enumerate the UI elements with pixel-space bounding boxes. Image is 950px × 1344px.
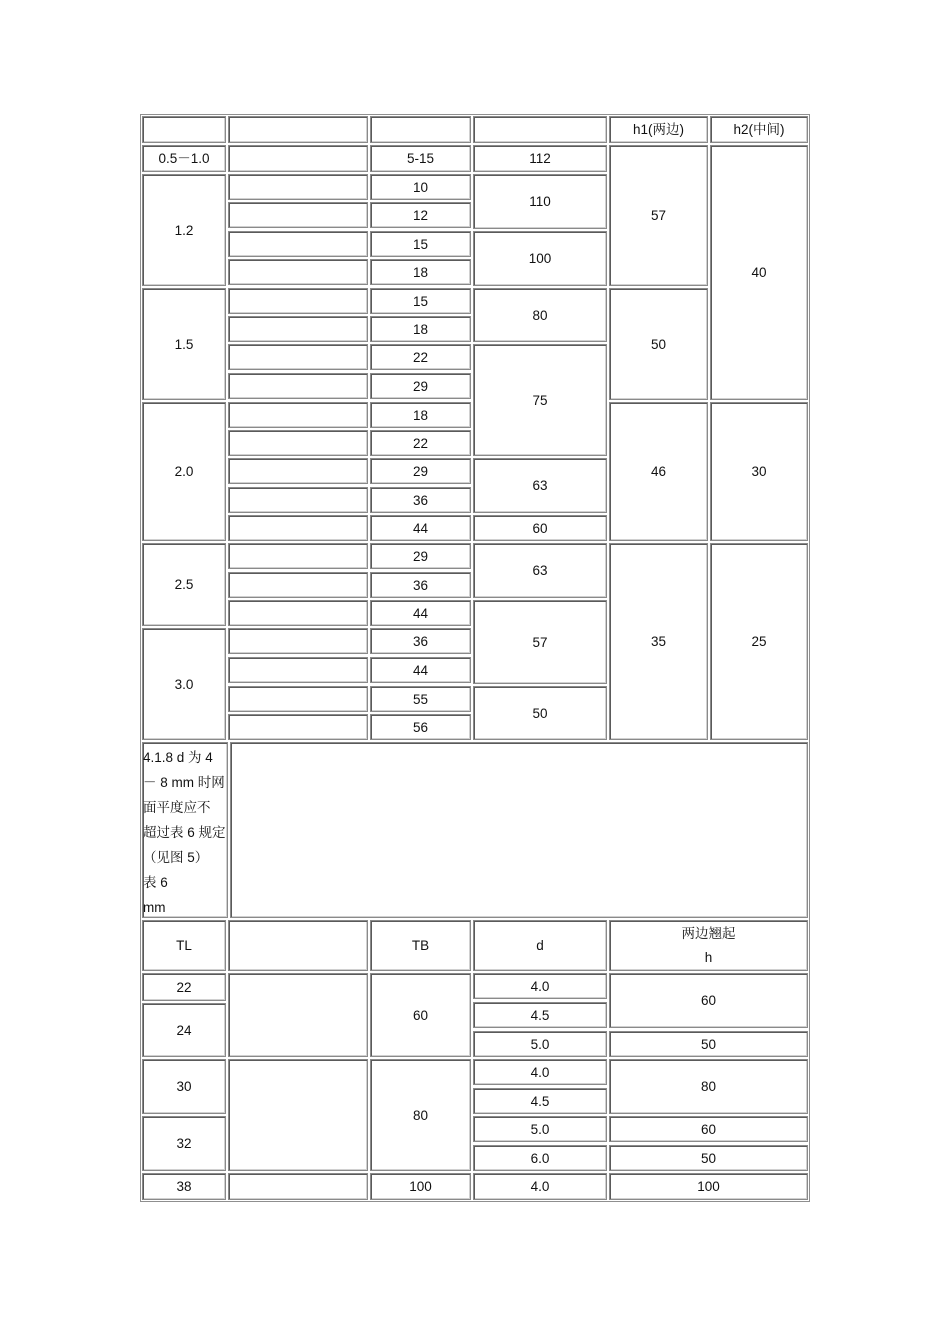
- h1-cell: [609, 402, 708, 541]
- t2-d-value: 4.5: [530, 1007, 550, 1023]
- header-h2-text: h2(中间): [733, 122, 785, 137]
- d-value: 63: [532, 478, 548, 493]
- t2-header-tb: [370, 920, 471, 971]
- t2-tl-value: 32: [176, 1136, 192, 1151]
- tb-cell: [370, 543, 471, 569]
- note-line: 超过表 6 规定: [143, 825, 226, 840]
- t2-d-cell: [473, 1145, 607, 1171]
- tb-value: 22: [412, 435, 429, 451]
- tb-value: 36: [412, 577, 429, 593]
- d-value: 57: [532, 634, 548, 650]
- d-cell: [473, 686, 607, 740]
- tb-cell: [370, 572, 471, 598]
- tb-cell: [370, 657, 471, 683]
- header-cell-blank: [228, 116, 368, 143]
- d-value: 110: [529, 194, 551, 209]
- h1-cell: [609, 288, 708, 400]
- t2-h-cell: [609, 973, 808, 1028]
- t2-d-value: 4.0: [530, 1179, 550, 1194]
- d-cell: [473, 543, 607, 598]
- t2-tl-value: 30: [176, 1079, 192, 1094]
- d-value: 50: [532, 705, 548, 721]
- h2-value: 30: [751, 464, 767, 479]
- tb-cell: [370, 458, 471, 484]
- header-cell-tb: [370, 116, 471, 143]
- blank-cell: [228, 487, 368, 513]
- thickness-cell: [142, 288, 226, 400]
- tb-value: 36: [412, 492, 429, 508]
- t2-tl-cell: [142, 973, 226, 1001]
- d-value: 100: [528, 251, 552, 266]
- note-line: mm: [143, 900, 166, 915]
- t2-tl-cell: [142, 1003, 226, 1057]
- blank-cell: [228, 572, 368, 598]
- tb-cell: [370, 316, 471, 342]
- h2-cell: [710, 402, 808, 541]
- d-cell: [473, 344, 607, 456]
- t2-d-value: 5.0: [530, 1036, 550, 1052]
- t2-header-d: [473, 920, 607, 971]
- d-value: 63: [532, 563, 548, 578]
- h1-value: 57: [650, 208, 667, 223]
- t2-d-cell: [473, 1059, 607, 1085]
- blank-cell: [228, 259, 368, 285]
- t2-h-value: 100: [697, 1179, 720, 1194]
- t2-header-tl: [142, 920, 226, 971]
- note-blank-cell: [230, 742, 808, 918]
- blank-cell: [228, 714, 368, 740]
- t2-h-value: 80: [700, 1079, 717, 1094]
- tb-cell: [370, 231, 471, 257]
- h1-value: 50: [650, 336, 667, 352]
- t2-d-cell: [473, 1173, 607, 1200]
- blank-cell: [228, 402, 368, 428]
- tb-cell: [370, 344, 471, 370]
- t2-d-value: 5.0: [530, 1121, 550, 1137]
- d-cell: [473, 145, 607, 172]
- h1-cell: [609, 145, 708, 286]
- tb-cell: [370, 430, 471, 456]
- tb-cell: [370, 628, 471, 654]
- t2-d-cell: [473, 973, 607, 999]
- tb-value: 55: [412, 691, 429, 707]
- thickness-cell: [142, 628, 226, 740]
- t2-h-cell: [609, 1116, 808, 1142]
- t2-header-tl-text: TL: [176, 938, 192, 953]
- t2-blank-cell: [228, 973, 368, 1057]
- t2-d-value: 6.0: [530, 1150, 550, 1166]
- tb-value: 5-15: [406, 151, 435, 166]
- tb-value: 22: [412, 349, 429, 365]
- t2-tb-cell: [370, 1173, 471, 1200]
- thickness-value: 0.5－1.0: [158, 151, 210, 166]
- blank-cell: [228, 543, 368, 569]
- thickness-cell: [142, 543, 226, 626]
- thickness-value: 2.0: [174, 464, 194, 479]
- thickness-value: 1.5: [174, 336, 194, 352]
- blank-cell: [228, 686, 368, 712]
- tb-cell: [370, 686, 471, 712]
- t2-tb-cell: [370, 973, 471, 1057]
- t2-header-h-line1: 两边翘起: [681, 925, 736, 941]
- t2-h-value: 50: [700, 1036, 717, 1052]
- blank-cell: [228, 515, 368, 541]
- blank-cell: [228, 145, 368, 172]
- t2-h-value: 60: [700, 993, 717, 1008]
- thickness-cell: [142, 174, 226, 286]
- tb-value: 15: [412, 236, 429, 252]
- t2-d-value: 4.5: [530, 1093, 550, 1109]
- t2-tb-cell: [370, 1059, 471, 1171]
- h2-cell: [710, 543, 808, 740]
- tb-value: 29: [412, 548, 429, 564]
- t2-d-value: 4.0: [530, 978, 550, 994]
- h1-value: 35: [650, 634, 667, 649]
- t2-tb-value: 80: [412, 1107, 429, 1123]
- h2-value: 40: [751, 265, 767, 280]
- t2-header-blank: [228, 920, 368, 971]
- tb-value: 44: [412, 662, 429, 678]
- t2-header-h-line2: h: [704, 949, 713, 965]
- thickness-value: 2.5: [174, 577, 194, 592]
- t2-h-cell: [609, 1173, 808, 1200]
- note-line: 面平度应不: [143, 800, 211, 815]
- tb-cell: [370, 288, 471, 314]
- t2-tl-value: 24: [176, 1022, 192, 1038]
- t2-header-tb-text: TB: [411, 938, 430, 953]
- note-line: 4.1.8 d 为 4: [143, 750, 213, 765]
- note-line: － 8 mm 时网: [143, 775, 225, 790]
- header-h1-text: h1(两边): [632, 122, 684, 137]
- tb-cell: [370, 515, 471, 541]
- tb-cell: [370, 202, 471, 228]
- t2-tb-value: 60: [412, 1007, 429, 1023]
- blank-cell: [228, 288, 368, 314]
- t2-h-cell: [609, 1059, 808, 1114]
- t2-header-d-text: d: [536, 938, 544, 953]
- header-cell-d: [473, 116, 607, 143]
- thickness-cell: [142, 402, 226, 541]
- d-cell: [473, 231, 607, 286]
- tb-cell: [370, 259, 471, 285]
- tb-cell: [370, 600, 471, 626]
- tb-value: 18: [412, 264, 429, 280]
- t2-blank-cell: [228, 1173, 368, 1200]
- d-value: 60: [532, 520, 548, 536]
- tb-value: 29: [412, 378, 429, 394]
- t2-d-cell: [473, 1031, 607, 1057]
- tb-value: 10: [412, 179, 429, 195]
- tb-value: 15: [412, 293, 429, 309]
- blank-cell: [228, 458, 368, 484]
- tb-value: 44: [412, 520, 429, 536]
- blank-cell: [228, 373, 368, 399]
- note-text: [143, 745, 229, 915]
- tb-value: 12: [412, 207, 429, 223]
- tb-cell: [370, 174, 471, 200]
- blank-cell: [228, 600, 368, 626]
- tb-value: 56: [412, 719, 429, 735]
- blank-cell: [228, 202, 368, 228]
- t2-d-cell: [473, 1088, 607, 1114]
- tb-cell: [370, 402, 471, 428]
- note-line: 表 6: [143, 875, 168, 890]
- tb-cell: [370, 714, 471, 740]
- blank-cell: [228, 628, 368, 654]
- t2-blank-cell: [228, 1059, 368, 1171]
- header-cell-h1: [609, 116, 708, 143]
- d-cell: [473, 174, 607, 229]
- blank-cell: [228, 174, 368, 200]
- d-value: 75: [532, 392, 548, 408]
- tb-value: 29: [412, 463, 429, 479]
- tb-cell: [370, 373, 471, 399]
- t2-d-cell: [473, 1002, 607, 1028]
- d-cell: [473, 288, 607, 342]
- thickness-value: 3.0: [174, 676, 194, 692]
- tb-value: 44: [412, 605, 429, 621]
- blank-cell: [228, 430, 368, 456]
- tb-cell: [370, 145, 471, 172]
- t2-h-value: 50: [700, 1150, 717, 1166]
- blank-cell: [228, 344, 368, 370]
- note-line: （见图 5）: [143, 850, 209, 865]
- h2-cell: [710, 145, 808, 400]
- blank-cell: [228, 231, 368, 257]
- t2-h-cell: [609, 1145, 808, 1171]
- t2-h-value: 60: [700, 1121, 717, 1137]
- t2-header-h: [609, 920, 808, 971]
- blank-cell: [228, 657, 368, 683]
- t2-tl-value: 38: [176, 1179, 192, 1194]
- tb-value: 18: [412, 407, 429, 423]
- d-cell: [473, 515, 607, 541]
- tb-value: 36: [412, 633, 429, 649]
- t2-tb-value: 100: [409, 1179, 432, 1194]
- d-cell: [473, 600, 607, 684]
- h2-value: 25: [751, 634, 767, 649]
- blank-cell: [228, 316, 368, 342]
- header-cell-h2: [710, 116, 808, 143]
- tb-value: 18: [412, 321, 429, 337]
- t2-d-cell: [473, 1116, 607, 1142]
- t2-h-cell: [609, 1031, 808, 1057]
- d-cell: [473, 458, 607, 513]
- h1-cell: [609, 543, 708, 740]
- thickness-value: 1.2: [174, 222, 194, 238]
- thickness-cell: [142, 145, 226, 172]
- d-value: 80: [532, 307, 548, 323]
- t2-d-value: 4.0: [530, 1064, 550, 1080]
- d-value: 112: [529, 151, 551, 166]
- t2-tl-cell: [142, 1116, 226, 1171]
- tb-cell: [370, 487, 471, 513]
- header-cell-thickness: [142, 116, 226, 143]
- t2-tl-cell: [142, 1173, 226, 1200]
- t2-tl-value: 22: [176, 979, 192, 995]
- h1-value: 46: [650, 464, 667, 479]
- t2-tl-cell: [142, 1059, 226, 1114]
